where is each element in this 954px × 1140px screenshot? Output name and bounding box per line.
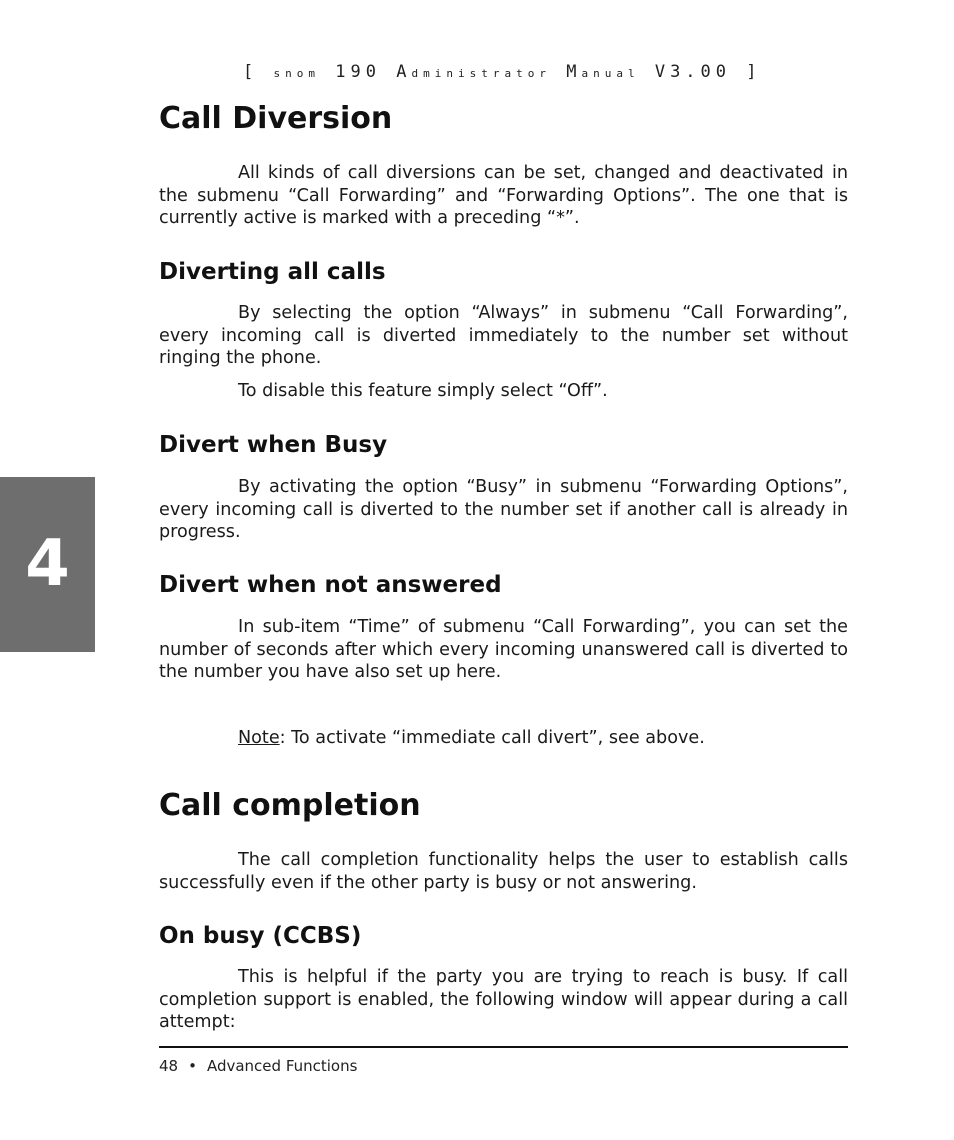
footer-divider xyxy=(159,1046,848,1048)
footer-bullet: • xyxy=(188,1057,197,1075)
call-completion-heading: Call completion xyxy=(159,788,421,823)
divert-not-answered-text: In sub-item “Time” of submenu “Call Forwarding”, you can set the number of seconds after which every incoming unanswered call is diverted to the number you have also set up here. xyxy=(159,617,848,682)
call-diversion-heading: Call Diversion xyxy=(159,101,393,136)
header-word2-initial: M xyxy=(566,62,582,82)
header-bracket-open: [ xyxy=(243,62,259,82)
note-label: Note xyxy=(238,728,280,748)
diverting-all-calls-heading: Diverting all calls xyxy=(159,259,386,285)
divert-when-busy-heading: Divert when Busy xyxy=(159,432,388,458)
footer-section-name: Advanced Functions xyxy=(206,1057,358,1075)
call-completion-intro: The call completion functionality helps the user to establish calls successfully even if the other party is busy or not answering. xyxy=(159,850,848,893)
on-busy-heading: On busy (CCBS) xyxy=(159,923,362,949)
header-word2-rest: anual xyxy=(581,67,640,80)
running-header xyxy=(243,62,783,82)
note-paragraph xyxy=(238,727,848,750)
page-number: 48 xyxy=(159,1057,179,1075)
diverting-all-calls-text: By selecting the option “Always” in submenu “Call Forwarding”, every incoming call is diverted immediately to the number set without ringing the phone. xyxy=(159,303,848,368)
header-word1-initial: A xyxy=(396,62,412,82)
note-text: : To activate “immediate call divert”, see above. xyxy=(279,728,705,748)
header-brand: snom xyxy=(273,67,320,80)
chapter-number: 4 xyxy=(25,527,70,601)
header-bracket-close: ] xyxy=(746,62,762,82)
divert-when-busy-text: By activating the option “Busy” in submenu “Forwarding Options”, every incoming call is diverted to the number set if another call is already in progress. xyxy=(159,477,848,542)
chapter-tab xyxy=(0,477,95,652)
page-footer xyxy=(159,1057,357,1075)
on-busy-text: This is helpful if the party you are trying to reach is busy. If call completion support is enabled, the following window will appear during a call attempt: xyxy=(159,967,848,1032)
header-model: 190 xyxy=(335,62,381,82)
call-diversion-intro: All kinds of call diversions can be set, changed and deactivated in the submenu “Call Forwarding” and “Forwarding Options”. The one that is currently active is marked with a preceding “*”. xyxy=(159,163,848,228)
header-version: V3.00 xyxy=(654,62,732,82)
header-word1-rest: dministrator xyxy=(411,67,551,80)
disable-feature-text: To disable this feature simply select “Off”. xyxy=(238,381,608,401)
divert-not-answered-heading: Divert when not answered xyxy=(159,572,502,598)
